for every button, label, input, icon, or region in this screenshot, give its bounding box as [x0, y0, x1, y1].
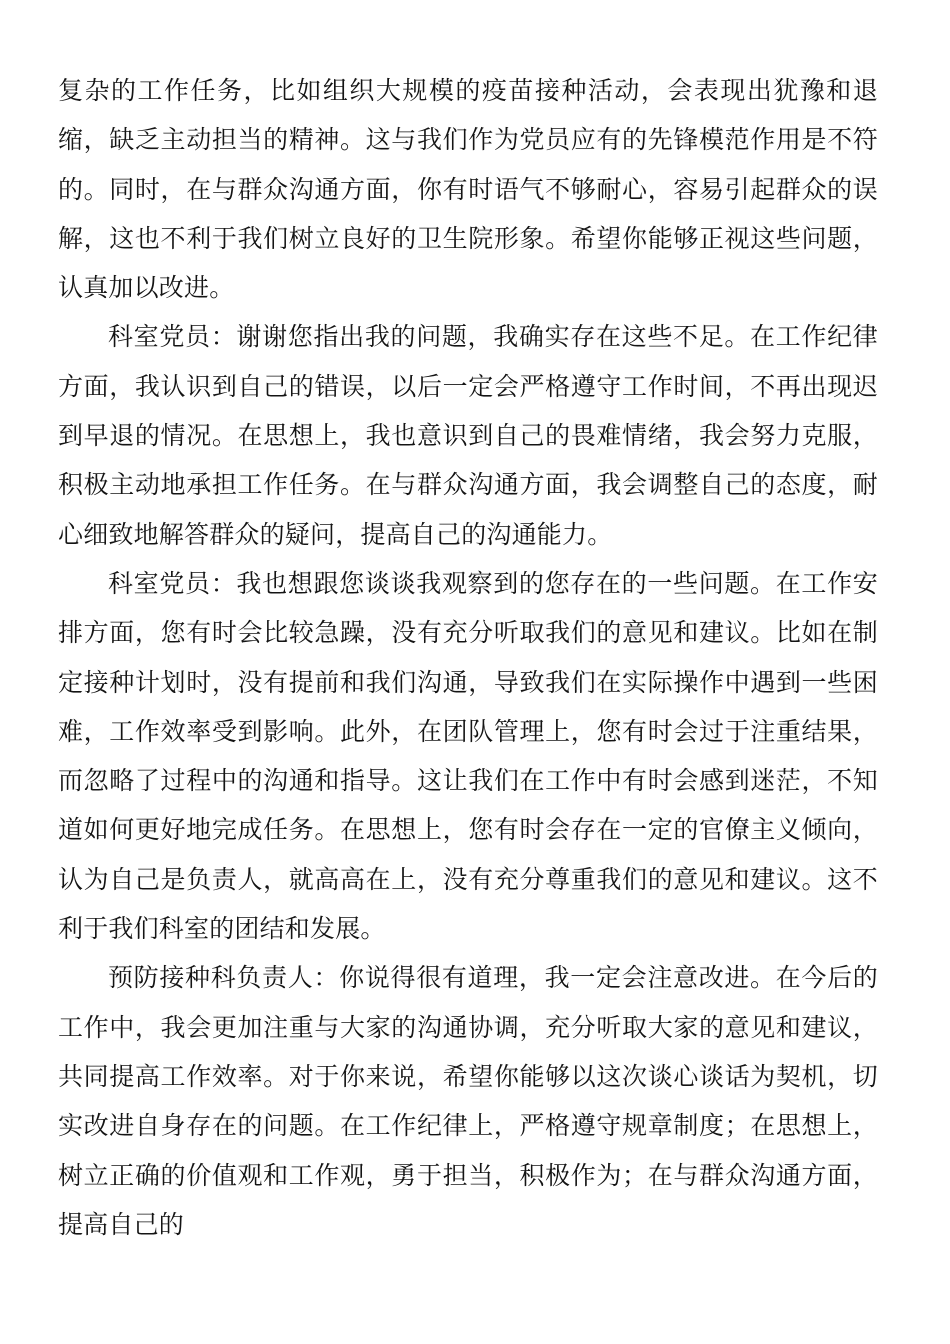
document-body — [58, 66, 878, 1249]
paragraph-department-head-reply: 预防接种科负责人：你说得很有道理，我一定会注意改进。在今后的工作中，我会更加注重与大家的沟通协调，充分听取大家的意见和建议，共同提高工作效率。对于你来说，希望你能够以这次谈心谈话为契机，切实改进自身存在的问题。在工作纪律上，严格遵守规章制度；在思想上，树立正确的价值观和工作观，勇于担当，积极作为；在与群众沟通方面，提高自己的 — [58, 963, 878, 1239]
paragraph-party-member-feedback: 科室党员：我也想跟您谈谈我观察到的您存在的一些问题。在工作安排方面，您有时会比较急躁，没有充分听取我们的意见和建议。比如在制定接种计划时，没有提前和我们沟通，导致我们在实际操作中遇到一些困难，工作效率受到影响。此外，在团队管理上，您有时会过于注重结果，而忽略了过程中的沟通和指导。这让我们在工作中有时会感到迷茫，不知道如何更好地完成任务。在思想上，您有时会存在一定的官僚主义倾向，认为自己是负责人，就高高在上，没有充分尊重我们的意见和建议。这不利于我们科室的团结和发展。 — [58, 568, 878, 944]
paragraph-continued: 复杂的工作任务，比如组织大规模的疫苗接种活动，会表现出犹豫和退缩，缺乏主动担当的精神。这与我们作为党员应有的先锋模范作用是不符的。同时，在与群众沟通方面，你有时语气不够耐心，容易引起群众的误解，这也不利于我们树立良好的卫生院形象。希望你能够正视这些问题，认真加以改进。 — [58, 76, 878, 303]
paragraph-party-member-reply: 科室党员：谢谢您指出我的问题，我确实存在这些不足。在工作纪律方面，我认识到自己的错误，以后一定会严格遵守工作时间，不再出现迟到早退的情况。在思想上，我也意识到自己的畏难情绪，我会努力克服，积极主动地承担工作任务。在与群众沟通方面，我会调整自己的态度，耐心细致地解答群众的疑问，提高自己的沟通能力。 — [58, 322, 878, 549]
